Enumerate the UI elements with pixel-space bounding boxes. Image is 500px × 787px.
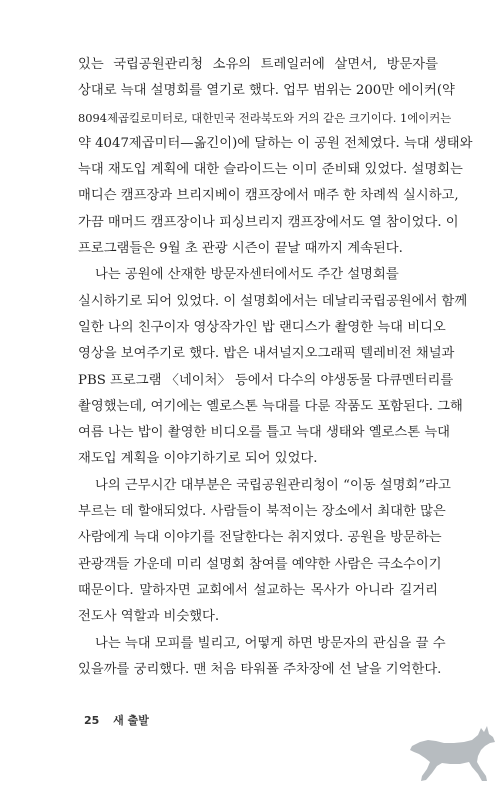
page-footer (84, 712, 149, 728)
text-line: 사람에게 늑대 이야기를 전달한다는 취지였다. 공원을 방문하는 (78, 530, 442, 546)
text-line: 8094제곱킬로미터로, 대한민국 전라북도와 거의 같은 크기이다. 1에이커는 (78, 110, 452, 125)
text-line: 매디슨 캠프장과 브리지베이 캠프장에서 매주 한 차례씩 실시하고, (78, 188, 459, 204)
text-line: 때문이다. 말하자면 교회에서 설교하는 목사가 아니라 길거리 (78, 582, 438, 598)
wolf-silhouette-icon (408, 722, 496, 784)
body-text (78, 52, 473, 683)
text-line: 관광객들 가운데 미리 설명회 참여를 예약한 사람은 극소수이기 (78, 556, 442, 572)
section-title: 새 출발 (113, 714, 149, 727)
text-line: 나는 공원에 산재한 방문자센터에서도 주간 설명회를 (95, 267, 399, 283)
text-line: 나는 늑대 모피를 빌리고, 어떻게 하면 방문자의 관심을 끌 수 (95, 635, 446, 651)
text-line: 가끔 매머드 캠프장이나 피싱브리지 캠프장에서도 열 참이었다. 이 (78, 214, 459, 230)
text-line: 실시하기로 되어 있었다. 이 설명회에서는 데날리국립공원에서 함께 (78, 293, 468, 309)
text-line: 나의 근무시간 대부분은 국립공원관리청이 “이동 설명회”라고 (95, 477, 451, 493)
text-line: 전도사 역할과 비슷했다. (78, 609, 220, 625)
text-line: 있는 국립공원관리청 소유의 트레일러에 살면서, 방문자를 (78, 57, 438, 72)
text-line: PBS 프로그램 〈네이처〉 등에서 다수의 야생동물 다큐멘터리를 (78, 372, 454, 388)
text-line: 재도입 계획을 이야기하기로 되어 있었다. (78, 451, 318, 467)
text-line: 상대로 늑대 설명회를 열기로 했다. 업무 범위는 200만 에이커(약 (78, 83, 455, 99)
text-line: 부르는 데 할애되었다. 사람들이 북적이는 장소에서 최대한 많은 (78, 504, 446, 520)
page-number: 25 (84, 714, 100, 727)
text-line: 약 4047제곱미터—옮긴이)에 달하는 이 공원 전체였다. 늑대 생태와 (78, 135, 473, 151)
text-line: 영상을 보여주기로 했다. 밥은 내셔널지오그래픽 텔레비전 채널과 (78, 346, 455, 362)
text-line: 늑대 재도입 계획에 대한 슬라이드는 이미 준비돼 있었다. 설명회는 (78, 162, 463, 178)
text-line: 프로그램들은 9월 초 관광 시즌이 끝날 때까지 계속된다. (78, 241, 403, 257)
text-line: 촬영했는데, 여기에는 옐로스톤 늑대를 다룬 작품도 포함된다. 그해 (78, 398, 463, 414)
text-line: 있을까를 궁리했다. 맨 처음 타워폴 주차장에 선 날을 기억한다. (78, 661, 442, 677)
text-line: 여름 나는 밥이 촬영한 비디오를 틀고 늑대 생태와 옐로스톤 늑대 (78, 425, 451, 441)
text-line: 일한 나의 친구이자 영상작가인 밥 랜디스가 촬영한 늑대 비디오 (78, 319, 446, 335)
